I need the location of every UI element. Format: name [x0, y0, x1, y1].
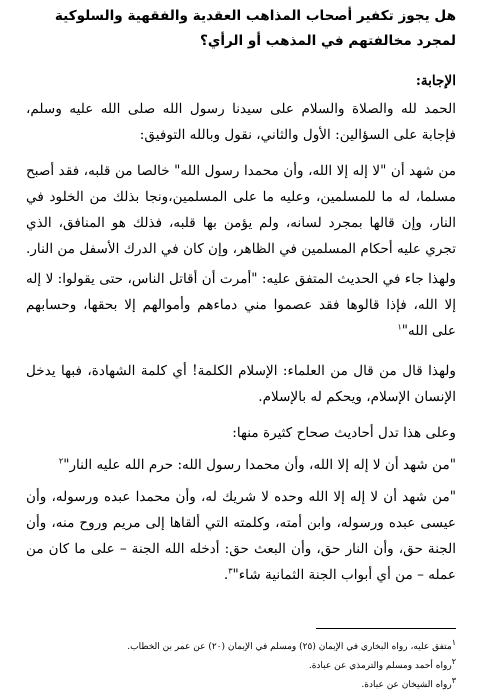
- answer-label: الإجابة:: [415, 73, 456, 89]
- paragraph-hadith-fire-text: "من شهد أن لا إله إلا الله، وأن محمدا رسول الله: حرم الله عليه النار": [63, 457, 456, 473]
- footnote-2-mark: ٢: [451, 657, 456, 666]
- paragraph-evidence-intro-text: وعلى هذا تدل أحاديث صحاح كثيرة منها:: [232, 425, 456, 441]
- paragraph-scholars-text: ولهذا قال من قال من العلماء: الإسلام الكلمة! أي كلمة الشهادة، فبها يدخل الإنسان الإسلام، ويحكم له بالإسلام.: [26, 363, 456, 405]
- footnote-2-text: رواه أحمد ومسلم والترمذي عن عبادة.: [308, 661, 452, 671]
- paragraph-hadith-fight: [26, 266, 456, 344]
- footnote-1-mark: ١: [451, 638, 456, 647]
- footnote-ref-2[interactable]: ٢: [58, 456, 64, 466]
- paragraph-shahada: [26, 158, 456, 262]
- footnote-ref-1[interactable]: ١: [397, 322, 402, 332]
- footnote-3-text: رواه الشيخان عن عبادة.: [361, 680, 452, 690]
- footnote-1: [16, 640, 456, 654]
- paragraph-hadith-fight-text: ولهذا جاء في الحديث المتفق عليه: "أمرت أن أقاتل الناس، حتى يقولوا: لا إله إلا الله، فإذا قالوها فقد عصموا مني دماءهم وأموالهم إلا بحقها، وحسابهم على الله": [26, 271, 456, 339]
- paragraph-opening: [26, 96, 456, 148]
- paragraph-opening-text: الحمد لله والصلاة والسلام على سيدنا رسول الله صلى الله عليه وسلم، فإجابة على السؤالين: الأول والثاني، نقول وبالله التوفيق:: [26, 101, 456, 143]
- footnote-3: [16, 678, 456, 692]
- paragraph-hadith-paradise-end: .: [223, 567, 229, 583]
- question-title: هل يجوز تكفير أصحاب المذاهب العقدية والفقهية والسلوكية لمجرد مخالفتهم في المذهب أو الرأي؟: [54, 8, 456, 49]
- paragraph-scholars: [26, 358, 456, 410]
- footnote-3-mark: ٣: [451, 676, 456, 685]
- paragraph-hadith-fire: [26, 452, 456, 478]
- paragraph-evidence-intro: [26, 420, 456, 446]
- footnote-1-text: متفق عليه، رواه البخاري في الإيمان (٢٥) ومسلم في الإيمان (٢٠) عن عمر بن الخطاب.: [127, 642, 452, 652]
- paragraph-shahada-text: من شهد أن "لا إله إلا الله، وأن محمدا رسول الله" خالصا من قلبه، فقد أصبح مسلما، له ما للمسلمين، وعليه ما على المسلمين،ونجا بذلك من الخلود في النار، وإن قالها بمجرد لسانه، ولم يؤمن بها قلبه، فذلك هو المنافق، الذي تجري عليه أحكام المسلمين في الظاهر، وإن كان في الدرك الأسفل من النار.: [26, 163, 456, 257]
- footnote-ref-3[interactable]: ٣: [228, 566, 233, 576]
- footnote-separator: [316, 628, 456, 629]
- paragraph-hadith-paradise-text: "من شهد أن لا إله إلا الله وحده لا شريك له، وأن محمدا عبده ورسوله، وأن عيسى عبده ورسوله، وابن أمته، وكلمته التي ألقاها إلى مريم وروح منه، وأن الجنة حق، وأن النار حق، وأن البعث حق: أدخله الله الجنة – على ما كان من عمله – من أي أبواب الجنة الثمانية شاء": [26, 489, 456, 583]
- paragraph-hadith-paradise: [26, 484, 456, 588]
- footnote-2: [16, 659, 456, 673]
